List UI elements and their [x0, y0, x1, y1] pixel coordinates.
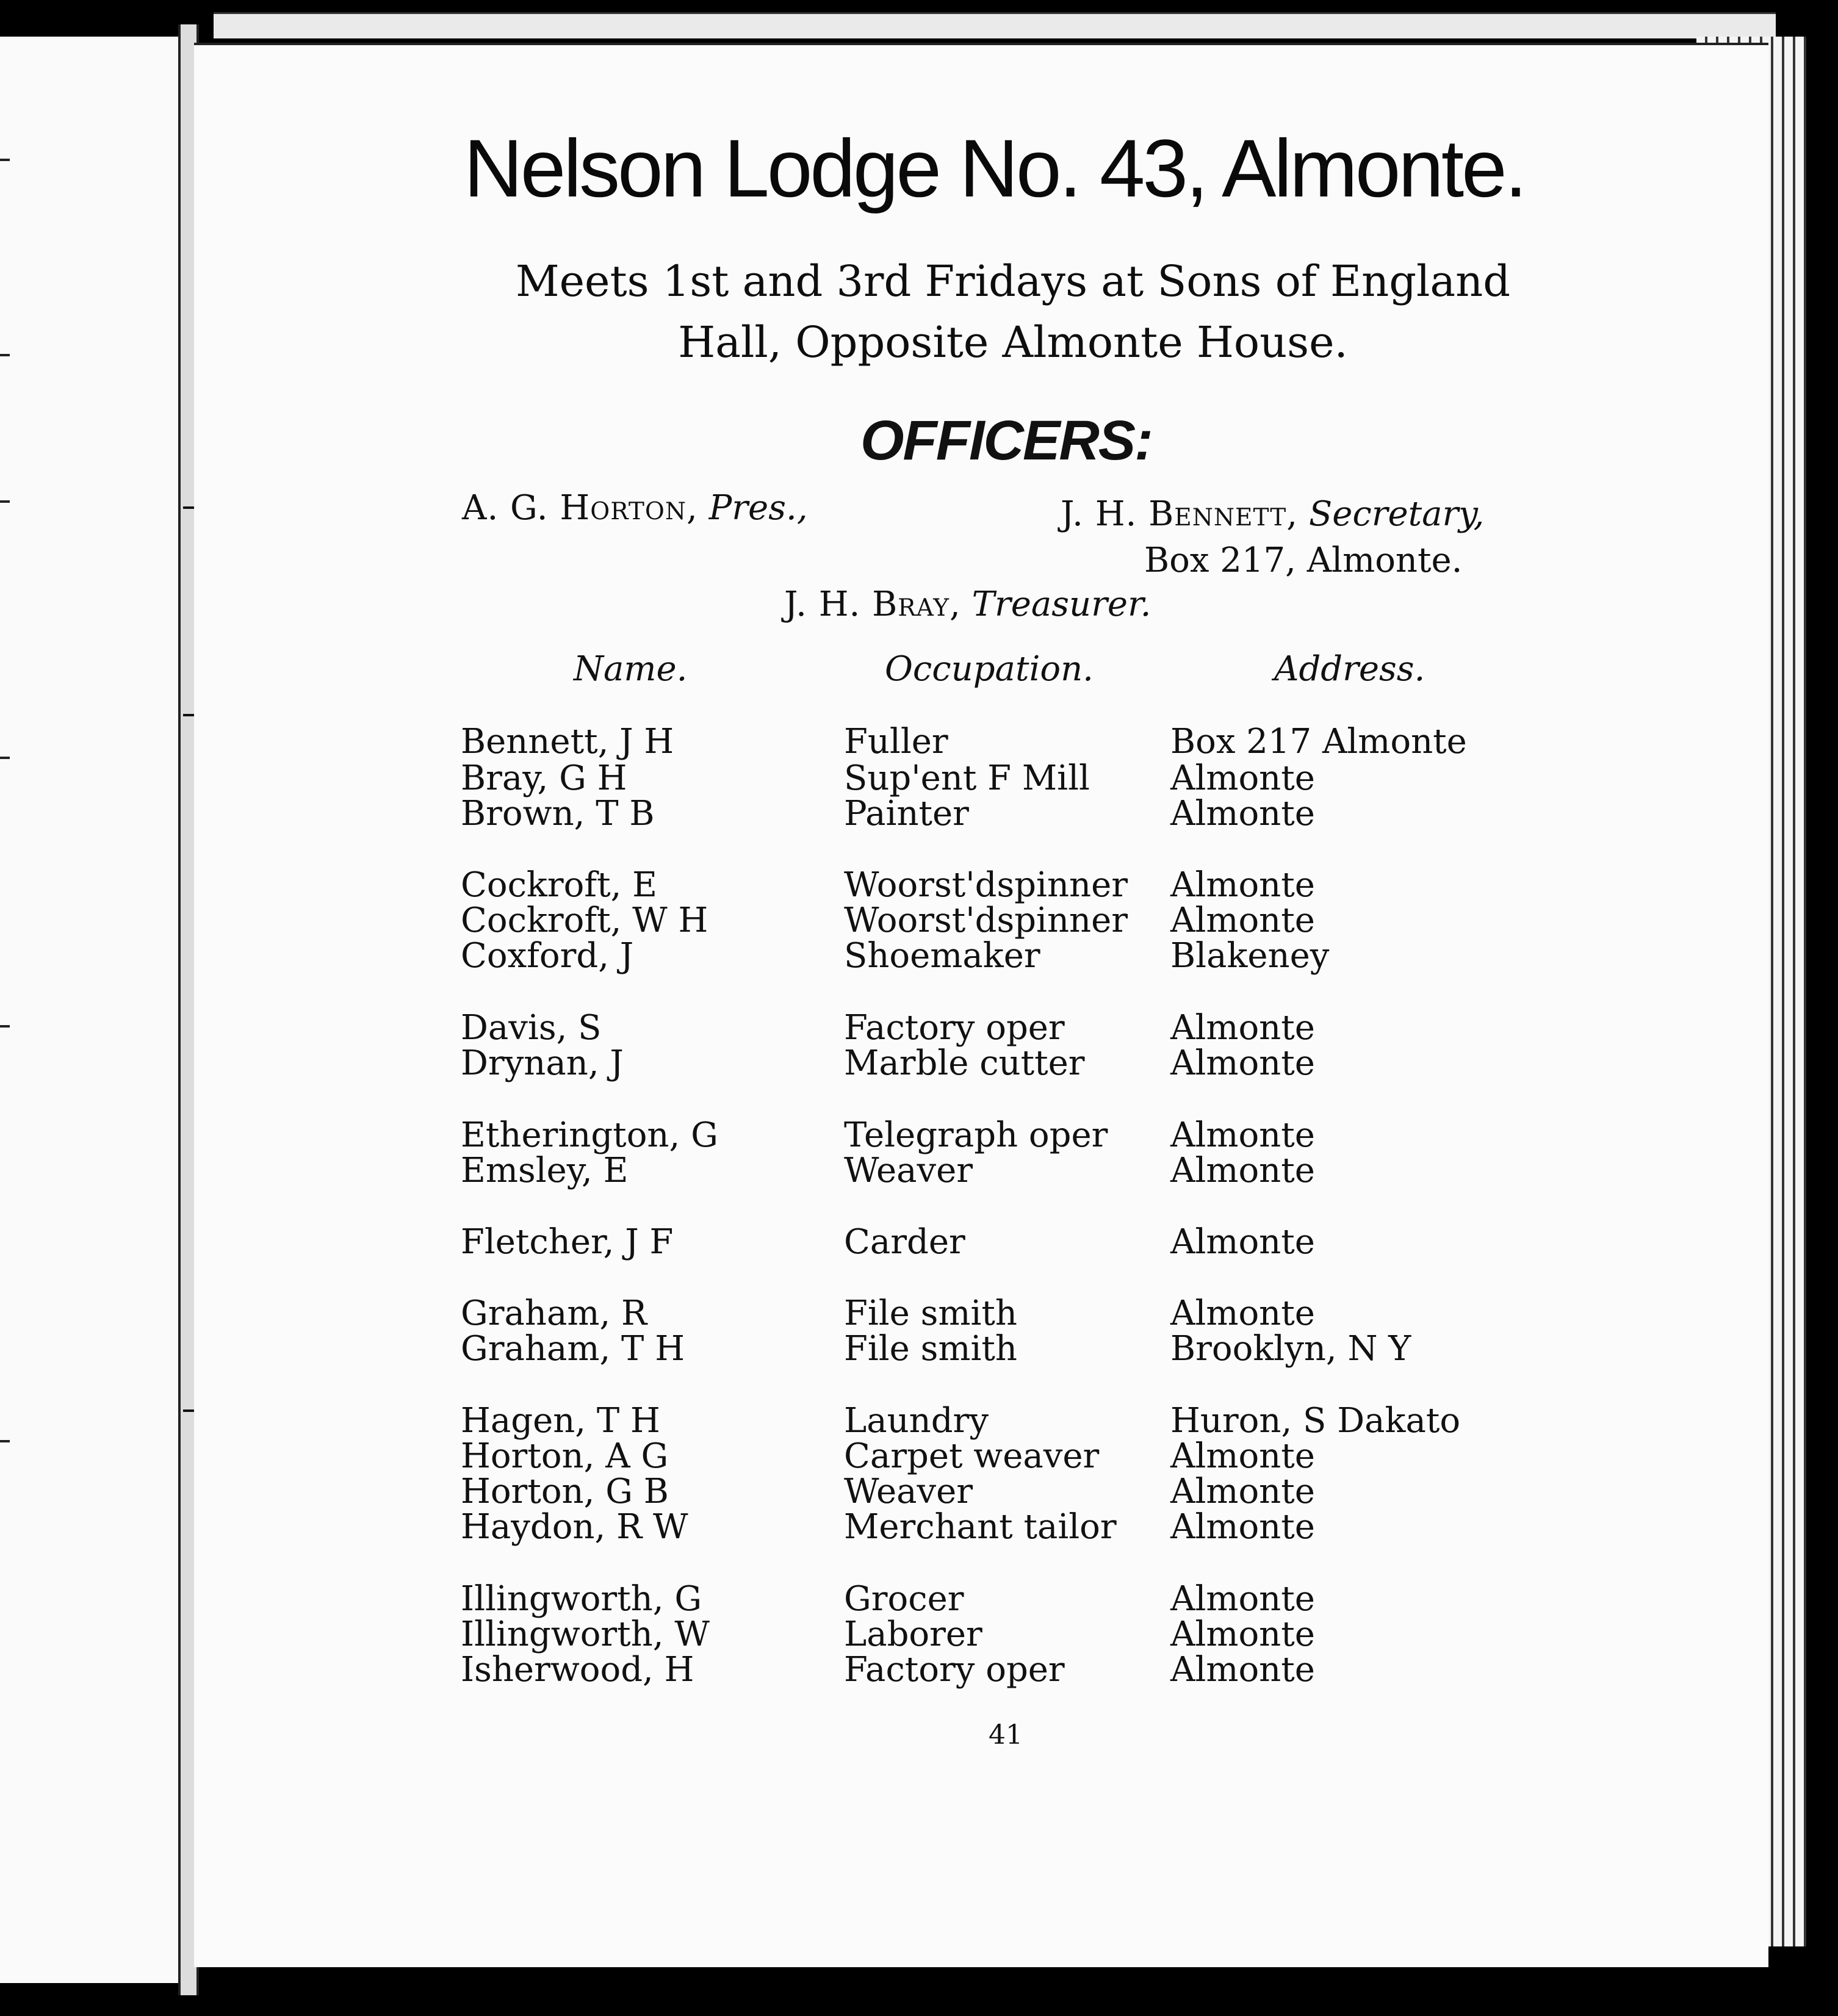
- meeting-info-line-1: Meets 1st and 3rd Fridays at Sons of England: [515, 256, 1511, 306]
- member-name: Hagen, T H: [461, 1401, 660, 1441]
- member-occupation: Weaver: [844, 1472, 973, 1511]
- member-name: Davis, S: [461, 1008, 602, 1048]
- page-stack-top-edge: [214, 12, 1776, 38]
- member-address: Almonte: [1170, 1507, 1315, 1547]
- member-name: Horton, G B: [461, 1472, 669, 1511]
- secretary-address: Box 217, Almonte.: [1144, 541, 1463, 580]
- member-address: Almonte: [1170, 1436, 1315, 1476]
- officer-name: J. H. Bennett,: [1061, 494, 1299, 534]
- member-address: Almonte: [1170, 1222, 1315, 1262]
- margin-tick: [0, 500, 10, 503]
- member-address: Blakeney: [1170, 936, 1330, 976]
- member-occupation: Telegraph oper: [844, 1115, 1108, 1155]
- member-name: Haydon, R W: [461, 1507, 688, 1547]
- margin-tick: [0, 1440, 10, 1442]
- member-name: Illingworth, W: [461, 1615, 710, 1654]
- member-occupation: Carpet weaver: [844, 1436, 1100, 1476]
- margin-tick: [0, 354, 10, 356]
- member-occupation: Weaver: [844, 1151, 973, 1190]
- member-name: Isherwood, H: [461, 1650, 694, 1690]
- column-header-address: Address.: [1274, 649, 1425, 689]
- member-occupation: File smith: [844, 1329, 1017, 1369]
- member-address: Almonte: [1170, 1615, 1315, 1654]
- member-occupation: Shoemaker: [844, 936, 1040, 976]
- officer-role: Treasurer.: [971, 585, 1151, 624]
- officer-role: Secretary,: [1308, 494, 1485, 534]
- member-occupation: Marble cutter: [844, 1043, 1085, 1083]
- member-occupation: Laborer: [844, 1615, 982, 1654]
- page-number: 41: [989, 1719, 1023, 1751]
- member-occupation: Woorst'dspinner: [844, 865, 1128, 905]
- member-name: Illingworth, G: [461, 1579, 702, 1619]
- column-header-occupation: Occupation.: [885, 649, 1094, 689]
- member-name: Cockroft, E: [461, 865, 658, 905]
- column-header-name: Name.: [574, 649, 688, 689]
- member-name: Drynan, J: [461, 1043, 624, 1083]
- margin-tick: [0, 757, 10, 759]
- member-occupation: Laundry: [844, 1401, 989, 1441]
- member-name: Fletcher, J F: [461, 1222, 674, 1262]
- member-address: Almonte: [1170, 1294, 1315, 1333]
- margin-tick: [0, 159, 10, 161]
- member-address: Almonte: [1170, 901, 1315, 940]
- member-address: Box 217 Almonte: [1170, 722, 1467, 761]
- member-name: Graham, T H: [461, 1329, 685, 1369]
- member-occupation: Fuller: [844, 722, 948, 761]
- officers-heading: OFFICERS:: [860, 409, 1152, 472]
- member-occupation: Factory oper: [844, 1008, 1065, 1048]
- lodge-title: Nelson Lodge No. 43, Almonte.: [464, 123, 1525, 214]
- officer-treasurer: [784, 585, 1151, 624]
- member-occupation: Factory oper: [844, 1650, 1065, 1690]
- member-address: Almonte: [1170, 865, 1315, 905]
- member-name: Bray, G H: [461, 758, 627, 798]
- member-address: Almonte: [1170, 1043, 1315, 1083]
- member-address: Almonte: [1170, 1151, 1315, 1190]
- officer-name: A. G. Horton,: [462, 488, 698, 528]
- margin-tick: [0, 1025, 10, 1028]
- member-address: Almonte: [1170, 1008, 1315, 1048]
- member-occupation: Sup'ent F Mill: [844, 758, 1090, 798]
- left-page-edge: [0, 37, 182, 1983]
- member-occupation: Woorst'dspinner: [844, 901, 1128, 940]
- member-name: Etherington, G: [461, 1115, 718, 1155]
- officer-name: J. H. Bray,: [784, 585, 961, 624]
- member-occupation: Merchant tailor: [844, 1507, 1117, 1547]
- member-occupation: File smith: [844, 1294, 1017, 1333]
- member-address: Brooklyn, N Y: [1170, 1329, 1411, 1369]
- gutter-mark: [183, 506, 194, 509]
- member-address: Huron, S Dakato: [1170, 1401, 1461, 1441]
- member-name: Bennett, J H: [461, 722, 674, 761]
- member-address: Almonte: [1170, 794, 1315, 833]
- member-occupation: Painter: [844, 794, 969, 833]
- officer-role: Pres.,: [708, 488, 808, 528]
- member-address: Almonte: [1170, 1579, 1315, 1619]
- member-address: Almonte: [1170, 1472, 1315, 1511]
- gutter-mark: [183, 714, 194, 716]
- gutter-mark: [183, 1409, 194, 1412]
- member-name: Brown, T B: [461, 794, 655, 833]
- member-name: Coxford, J: [461, 936, 634, 976]
- officer-secretary: [1061, 494, 1484, 534]
- member-name: Horton, A G: [461, 1436, 669, 1476]
- member-name: Graham, R: [461, 1294, 647, 1333]
- member-occupation: Carder: [844, 1222, 965, 1262]
- member-name: Emsley, E: [461, 1151, 629, 1190]
- member-address: Almonte: [1170, 1650, 1315, 1690]
- member-address: Almonte: [1170, 1115, 1315, 1155]
- officer-president: [462, 488, 808, 528]
- member-address: Almonte: [1170, 758, 1315, 798]
- meeting-info-line-2: Hall, Opposite Almonte House.: [678, 317, 1348, 367]
- member-name: Cockroft, W H: [461, 901, 708, 940]
- member-occupation: Grocer: [844, 1579, 964, 1619]
